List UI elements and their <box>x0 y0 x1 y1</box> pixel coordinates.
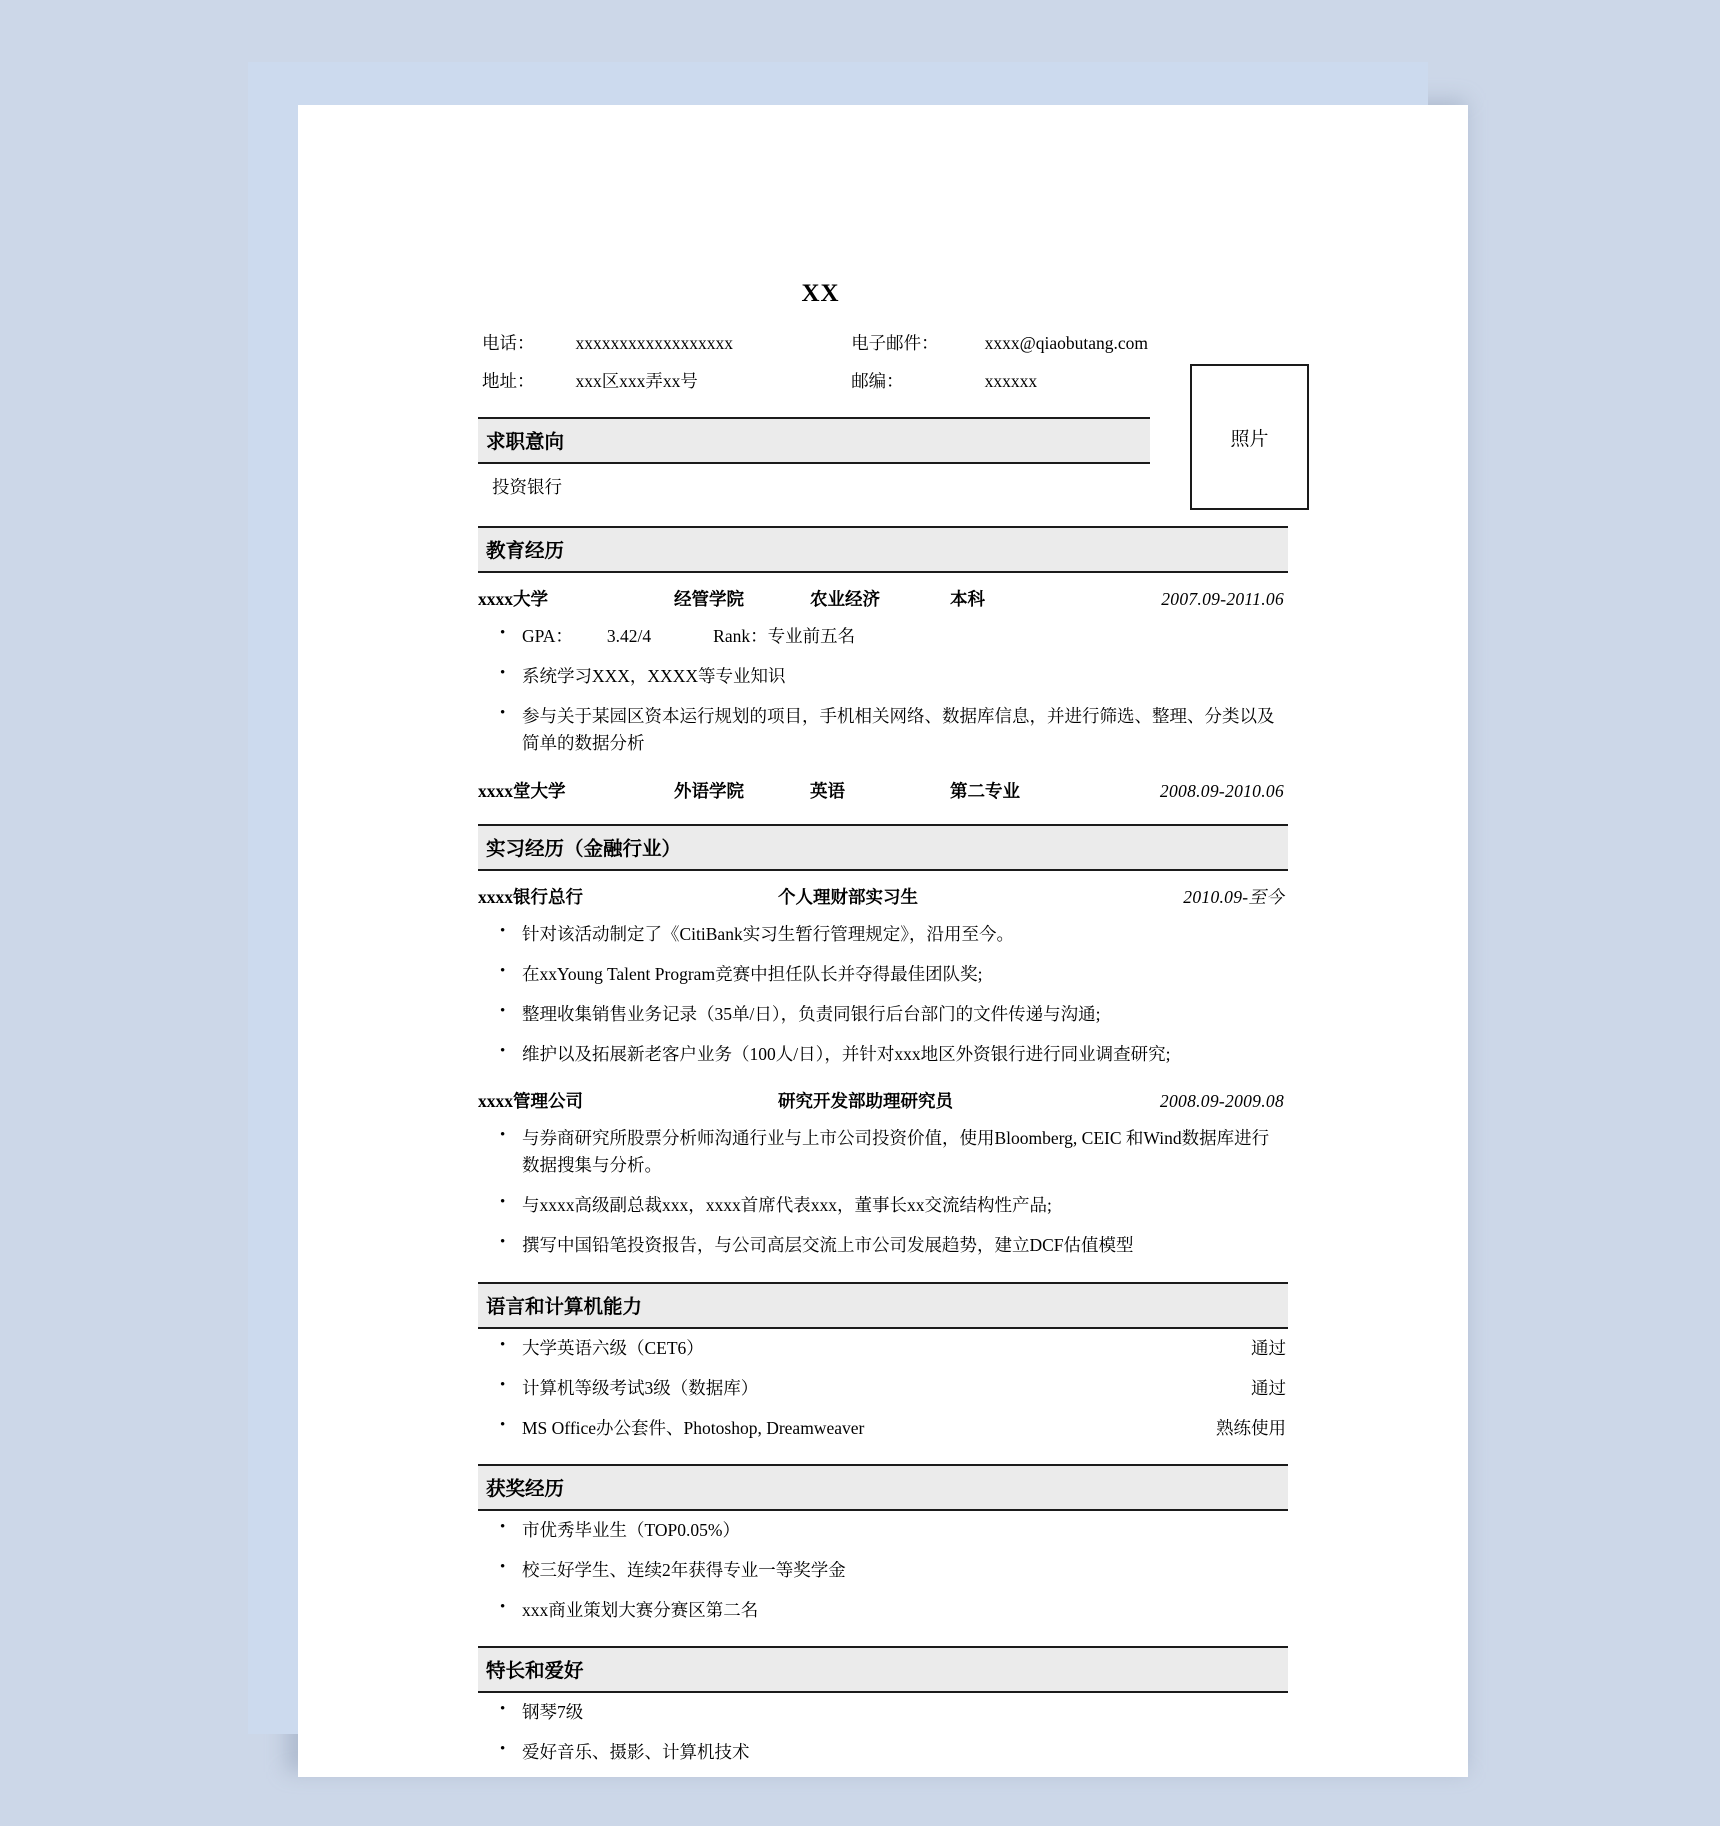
photo-placeholder-label: 照片 <box>1230 428 1269 450</box>
education-entry-header-secondary <box>478 765 1288 809</box>
education-major-2: 英语 <box>810 780 845 801</box>
education-date: 2007.09-2011.06 <box>1161 589 1284 609</box>
skill-text: 大学英语六级（CET6） <box>522 1337 704 1358</box>
education-org: xxxx大学 <box>478 589 548 609</box>
address-value: xxx区xxx弄xx号 <box>575 371 698 391</box>
internship-bullet-list-1 <box>478 915 1288 1076</box>
email-label: 电子邮件： <box>851 333 939 353</box>
internship-position: 个人理财部实习生 <box>778 886 918 907</box>
section-header-hobbies: 特长和爱好 <box>478 1646 1288 1693</box>
list-item: • 针对该活动制定了《CitiBank实习生暂行管理规定》，沿用至今。 <box>478 915 1288 955</box>
skill-level: • 熟练使用 <box>1216 1417 1286 1438</box>
rank-value: 专业前五名 <box>767 626 856 646</box>
internship-date-2: 2008.09-2009.08 <box>1159 1091 1284 1111</box>
list-item: • 参与关于某园区资本运行规划的项目，手机相关网络、数据库信息，并进行筛选、整理、分类以及简单的数据分析 <box>478 697 1288 764</box>
contact-table <box>478 326 1148 402</box>
zip-label: 邮编： <box>851 371 904 391</box>
internship-bullet-list-2 <box>478 1119 1288 1267</box>
contact-row-address-zip <box>478 364 1148 402</box>
education-dept-2: 外语学院 <box>674 780 744 801</box>
list-item: • 与券商研究所股票分析师沟通行业与上市公司投资价值，使用Bloomberg, CEIC 和Wind数据库进行数据搜集与分析。 <box>478 1119 1288 1186</box>
education-degree-2: 第二专业 <box>950 780 1020 801</box>
address-label: 地址： <box>482 371 535 391</box>
email-value: xxxx@qiaobutang.com <box>984 333 1148 353</box>
list-item: • xxx商业策划大赛分赛区第二名 <box>478 1591 1288 1631</box>
list-item <box>478 617 1288 657</box>
section-header-skills: 语言和计算机能力 <box>478 1282 1288 1329</box>
list-item: • 校三好学生、连续2年获得专业一等奖学金 <box>478 1551 1288 1591</box>
photo-placeholder-box <box>1190 364 1309 510</box>
education-org-2: xxxx堂大学 <box>478 780 566 801</box>
skill-level: • 通过 <box>1251 1337 1286 1358</box>
list-item: • 整理收集销售业务记录（35单/日），负责同银行后台部门的文件传递与沟通; <box>478 995 1288 1035</box>
list-item <box>478 1369 1288 1409</box>
phone-value: xxxxxxxxxxxxxxxxxx <box>575 333 733 353</box>
internship-org-2: xxxx管理公司 <box>478 1091 583 1111</box>
page-title: XX <box>801 280 840 307</box>
skill-text: 计算机等级考试3级（数据库） <box>522 1377 759 1398</box>
internship-date: 2010.09-至今 <box>1183 886 1284 907</box>
section-header-education: 教育经历 <box>478 526 1288 573</box>
awards-list <box>478 1511 1288 1631</box>
skill-text: MS Office办公套件、Photoshop, Dreamweaver <box>522 1417 865 1438</box>
rank-label: Rank： <box>713 626 768 646</box>
list-item: • 市优秀毕业生（TOP0.05%） <box>478 1511 1288 1551</box>
list-item: • 维护以及拓展新老客户业务（100人/日），并针对xxx地区外资银行进行同业调查研究; <box>478 1035 1288 1075</box>
contact-row-phone-email <box>478 326 1148 364</box>
gpa-value: 3.42/4 <box>606 626 652 646</box>
zip-value: xxxxxx <box>984 371 1038 391</box>
resume-content <box>478 280 1288 1774</box>
list-item: • 撰写中国铅笔投资报告，与公司高层交流上市公司发展趋势，建立DCF估值模型 <box>478 1226 1288 1266</box>
objective-content: 投资银行 <box>492 477 562 497</box>
list-item: • 与xxxx高级副总裁xxx，xxxx首席代表xxx，董事长xx交流结构性产品; <box>478 1186 1288 1226</box>
list-item <box>478 1409 1288 1449</box>
internship-entry-header <box>478 871 1288 915</box>
internship-position-2: 研究开发部助理研究员 <box>778 1091 953 1111</box>
education-dept: 经管学院 <box>674 589 744 609</box>
resume-page <box>298 105 1468 1777</box>
internship-entry-header-2 <box>478 1075 1288 1119</box>
section-header-awards: 获奖经历 <box>478 1464 1288 1511</box>
internship-org: xxxx银行总行 <box>478 886 583 907</box>
gpa-label: GPA： <box>522 626 573 646</box>
section-header-objective: 求职意向 <box>478 417 1150 464</box>
skill-level: • 通过 <box>1251 1377 1286 1398</box>
skills-list <box>478 1329 1288 1449</box>
list-item: • 在xxYoung Talent Program竞赛中担任队长并夺得最佳团队奖; <box>478 955 1288 995</box>
list-item <box>478 1329 1288 1369</box>
phone-label: 电话： <box>482 333 535 353</box>
list-item: • 钢琴7级 <box>478 1693 1288 1733</box>
list-item: • 系统学习XXX，XXXX等专业知识 <box>478 657 1288 697</box>
hobbies-list <box>478 1693 1288 1773</box>
education-date-2: 2008.09-2010.06 <box>1159 780 1284 801</box>
education-major: 农业经济 <box>810 589 880 609</box>
list-item: • 爱好音乐、摄影、计算机技术 <box>478 1733 1288 1773</box>
section-header-internship: 实习经历（金融行业） <box>478 824 1288 871</box>
education-bullet-list <box>478 617 1288 765</box>
education-entry-header <box>478 573 1288 617</box>
education-degree: 本科 <box>950 589 985 609</box>
